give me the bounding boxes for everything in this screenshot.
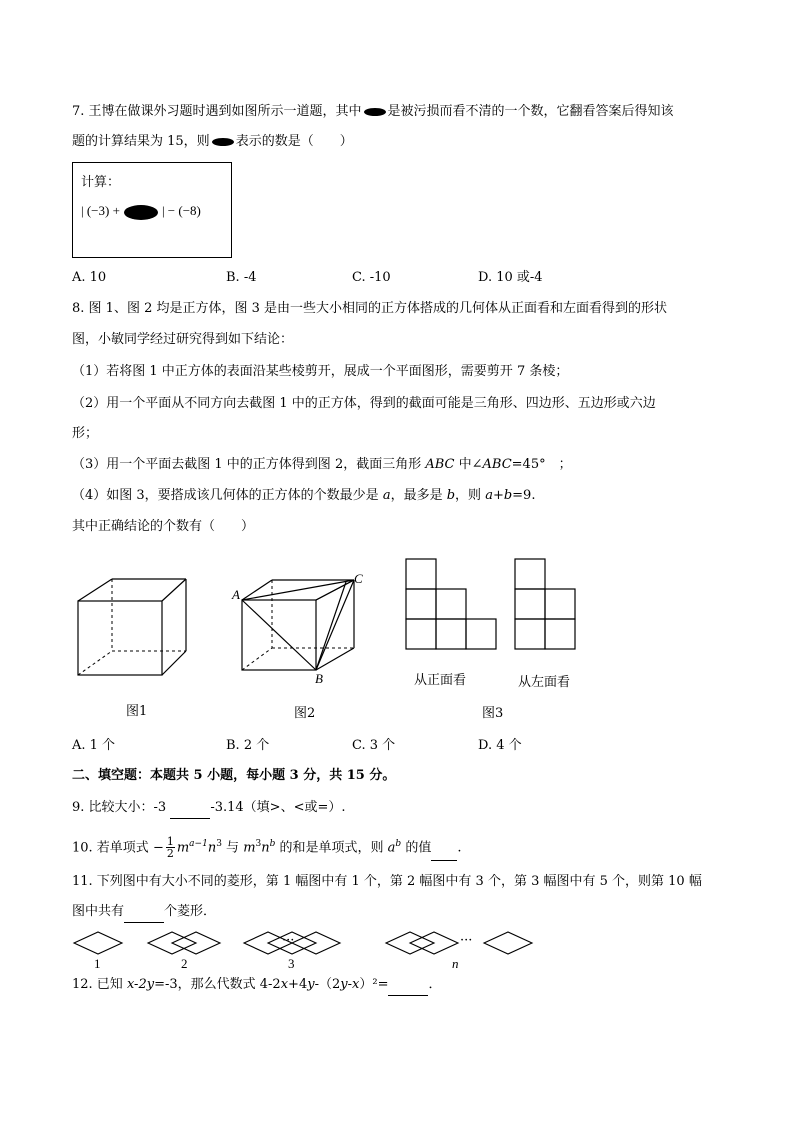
q8-option-a[interactable]: A. 1 个	[72, 738, 116, 753]
rhombus-label-3: 3	[288, 956, 295, 971]
figure-1-caption: 图1	[126, 704, 148, 719]
rhombus-label-2: 2	[181, 956, 188, 971]
q7-line2: 题的计算结果为 15，则 表示的数是（ ）	[72, 134, 353, 149]
calc-title: 计算：	[81, 175, 121, 190]
q9-answer-blank[interactable]	[170, 798, 210, 819]
vertex-a-label: A	[232, 587, 240, 602]
q11-line2: 图中共有 个菱形．	[72, 902, 216, 923]
q11-answer-blank[interactable]	[124, 902, 164, 923]
q11-line1: 11. 下列图中有大小不同的菱形，第 1 幅图中有 1 个，第 2 幅图中有 3 个，第 3 幅图中有 5 个，则第 10 幅	[72, 874, 702, 889]
ink-blot-icon	[364, 108, 386, 116]
figure-2-caption: 图2	[294, 706, 316, 721]
q12-line: 12. 已知 x-2y=-3，那么代数式 4-2x+4y-（2y-x）²= ．	[72, 975, 441, 996]
q8-conclusion-4: （4）如图 3，要搭成该几何体的正方体的个数最少是 a，最多是 b，则 a+b=9.	[72, 488, 536, 503]
segment-bc	[316, 580, 354, 670]
vertex-c-label: C	[354, 571, 363, 586]
ink-blot-icon	[124, 205, 158, 220]
q10-line: 10. 若单项式 − $\frac{1}{2}$ $m^{a-1}n^3$ 与 $m^3n^b$ 的和是单项式，则 $a^b$ 的值 .	[72, 835, 462, 861]
q7-option-d[interactable]: D. 10 或-4	[478, 270, 543, 285]
q8-option-b[interactable]: B. 2 个	[226, 738, 270, 753]
q8-conclusion-3: （3）用一个平面去截图 1 中的正方体得到图 2，截面三角形 ABC 中∠ABC=45° ；	[72, 457, 572, 472]
figure-1-cube	[70, 575, 194, 680]
q8-question: 其中正确结论的个数有（ ）	[72, 519, 255, 534]
cube-front-face	[78, 601, 162, 675]
figure-3-caption: 图3	[482, 706, 504, 721]
q8-conclusion-2a: （2）用一个平面从不同方向去截图 1 中的正方体，得到的截面可能是三角形、四边形、五边形或六边	[72, 396, 656, 411]
q8-option-c[interactable]: C. 3 个	[352, 738, 396, 753]
q8-line2: 图，小敏同学经过研究得到如下结论：	[72, 332, 294, 347]
rhombus-label-n: n	[452, 956, 459, 971]
rhombus-label-1: 1	[94, 956, 101, 971]
q7-option-c[interactable]: C. -10	[352, 270, 391, 285]
fraction-one-half: $\frac{1}{2}$	[166, 835, 174, 861]
rhombus	[74, 932, 122, 954]
q10-answer-blank[interactable]	[431, 836, 457, 861]
figure-3-left-view	[513, 557, 577, 651]
q7-calc-box	[72, 162, 232, 258]
ellipsis-2: ···	[460, 933, 473, 948]
q8-conclusion-1: （1）若将图 1 中正方体的表面沿某些棱剪开，展成一个平面图形，需要剪开 7 条棱；	[72, 364, 569, 379]
q12-answer-blank[interactable]	[388, 975, 428, 996]
ink-blot-icon	[212, 138, 234, 146]
segment-ab	[242, 600, 316, 670]
section-2-heading: 二、填空题：本题共 5 小题，每小题 3 分，共 15 分。	[72, 768, 396, 783]
q9-line: 9. 比较大小：-3 -3.14（填>、<或=）.	[72, 798, 346, 819]
calc-expression: | (−3) + | − (−8)	[81, 203, 201, 218]
vertex-b-label: B	[315, 671, 323, 686]
q8-line1: 8. 图 1、图 2 均是正方体，图 3 是由一些大小相同的正方体搭成的几何体从正面看和左面看得到的形状	[72, 301, 668, 316]
segment-ac	[242, 580, 354, 600]
front-view-label: 从正面看	[414, 673, 467, 688]
q7-line1: 7. 王博在做课外习题时遇到如图所示一道题，其中 是被污损而看不清的一个数，它翻看答案后得知该	[72, 104, 674, 119]
q8-conclusion-2b: 形；	[72, 426, 99, 441]
left-view-label: 从左面看	[518, 675, 571, 690]
q7-option-a[interactable]: A. 10	[72, 270, 107, 285]
rhombus	[484, 932, 532, 954]
q8-option-d[interactable]: D. 4 个	[478, 738, 522, 753]
figure-2-cube-section	[230, 570, 370, 690]
figure-3-front-view	[404, 557, 498, 651]
ellipsis-1: ···	[282, 933, 295, 948]
q7-option-b[interactable]: B. -4	[226, 270, 257, 285]
